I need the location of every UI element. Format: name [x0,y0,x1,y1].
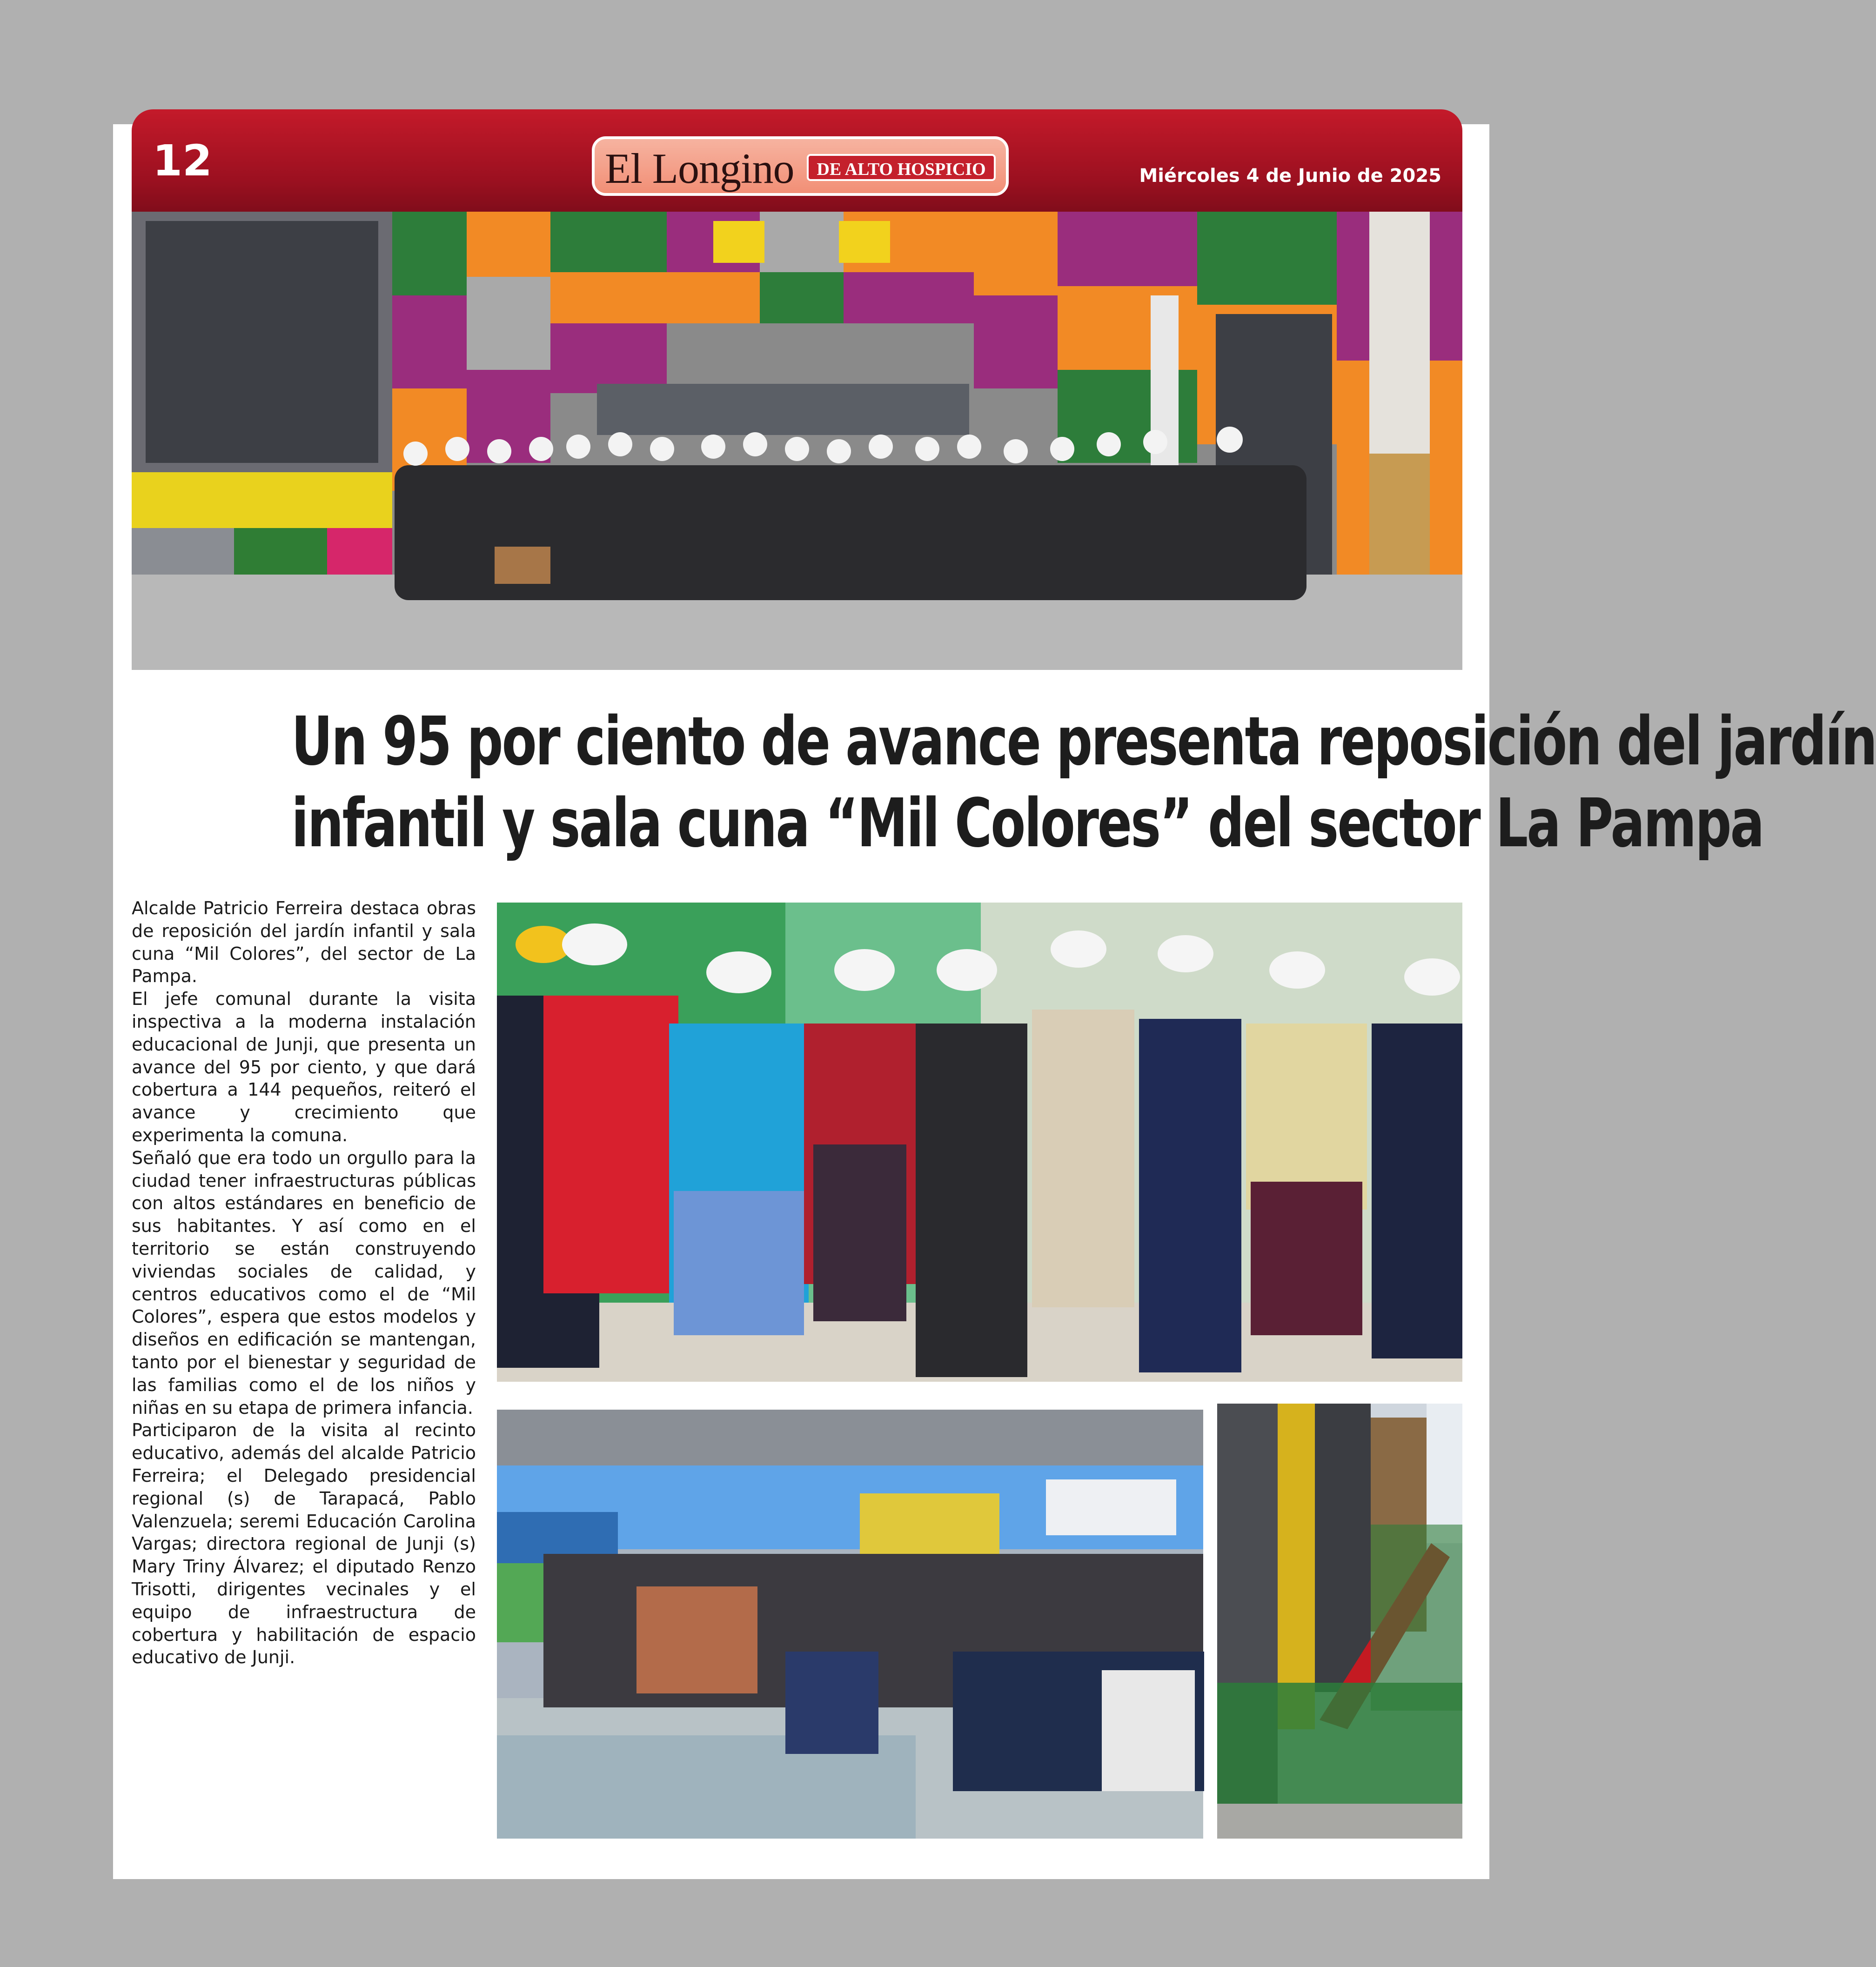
article-body [132,897,476,1669]
photo-indoor-visit [497,903,1462,1382]
issue-date: Miércoles 4 de Junio de 2025 [1139,165,1441,187]
page-number: 12 [153,136,213,186]
article-paragraph: Alcalde Patricio Ferreira destaca obras de reposición del jardín infantil y sala cuna “Mil Colores”, del sector de La Pampa. [132,898,476,987]
headline-line-1: Un 95 por ciento de avance presenta reposición del jardín [291,702,1876,780]
headline [291,700,1876,864]
article-paragraph: Participaron de la visita al recinto educativo, además del alcalde Patricio Ferreira; el Delegado presidencial regional (s) de Tarapacá, Pablo Valenzuela; seremi Educación Carolina Vargas; directora regional de Junji (s) Mary Triny Álvarez; el diputado Renzo Trisotti, dirigentes vecinales y el equipo de infraestructura de cobertura y habilitación de espacio educativo de Junji. [132,1420,476,1668]
logo-name: El Longino [605,145,794,192]
masthead-logo [592,136,1009,196]
article-paragraph: Señaló que era todo un orgullo para la ciudad tener infraestructuras públicas con altos estándares en beneficio de sus habitantes. Y así como en el territorio se están construyendo viviendas sociales de calidad, y centros educativos como el de “Mil Colores”, espera que estos modelos y diseños en edificación se mantengan, tanto por el bienestar y seguridad de las familias como el de los niños y niñas en su etapa de primera infancia. [132,1147,476,1418]
photo-playground [1217,1404,1462,1839]
logo-subtitle: DE ALTO HOSPICIO [807,154,996,181]
headline-line-2: infantil y sala cuna “Mil Colores” del sector La Pampa [291,784,1763,862]
article-paragraph: El jefe comunal durante la visita inspectiva a la moderna instalación educacional de Junji, que presenta un avance del 95 por ciento, y que dará cobertura a 144 pequeños, reiteró el avance y crecimiento que experimenta la comuna. [132,989,476,1145]
photo-audience [497,1410,1203,1839]
photo-building-group [132,212,1462,670]
